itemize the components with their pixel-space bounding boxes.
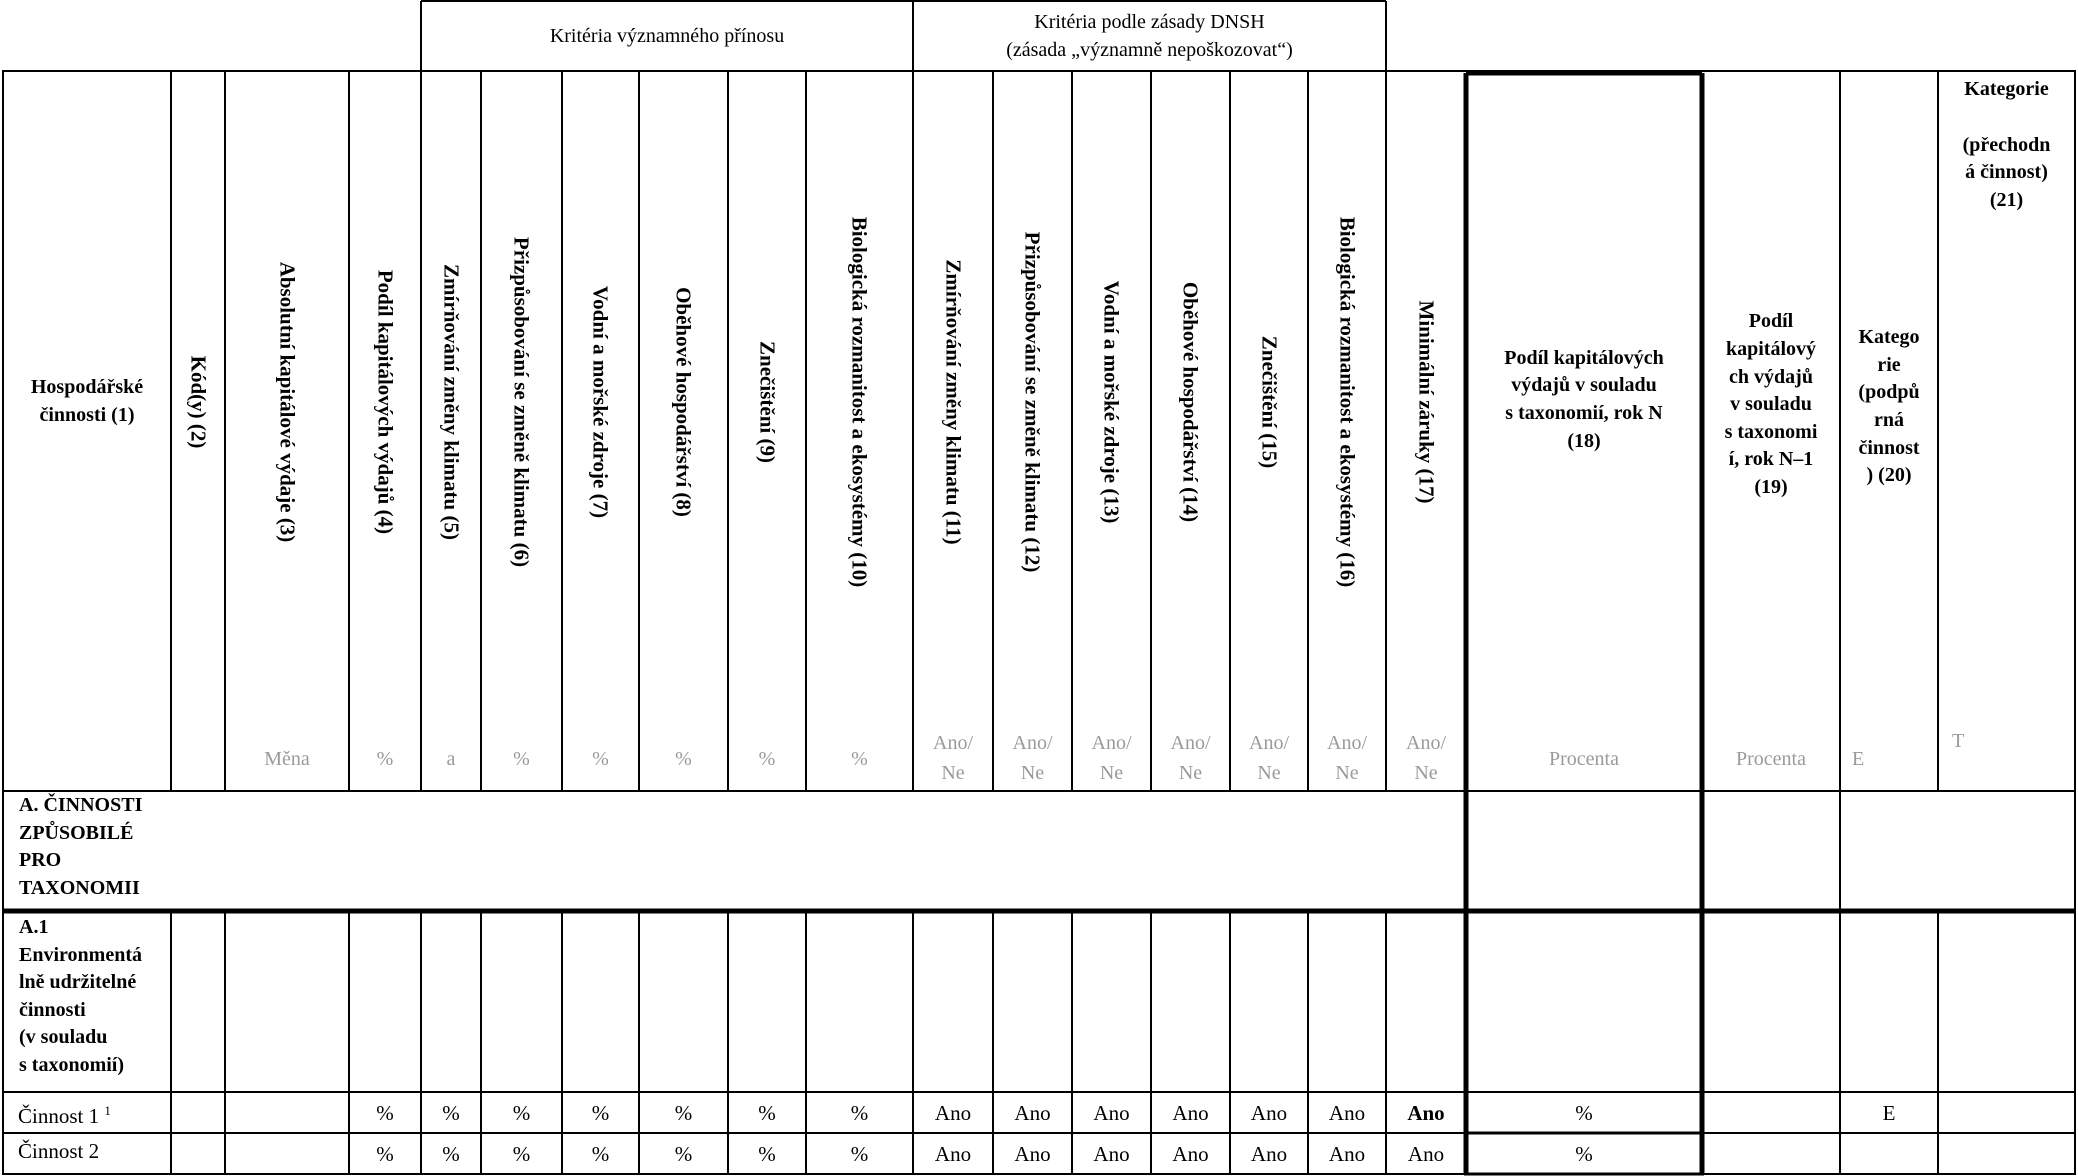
header-dnsh-pollution: Znečištění (15): [1257, 335, 1282, 469]
activity-2-sc-biodiversity: %: [850, 1141, 869, 1166]
header-line: činnost: [1858, 436, 1920, 459]
unit-yes-no: [1072, 728, 1151, 788]
unit-percent: %: [592, 748, 609, 771]
header-sc-climate-mitigation: Zmírňování změny klimatu (5): [439, 264, 464, 540]
header-line: rie: [1877, 353, 1901, 376]
unit-currency: Měna: [264, 748, 310, 771]
header-line: Kategorie: [1964, 78, 2049, 100]
activity-1-sc-mitigation: %: [442, 1100, 460, 1125]
header-sc-biodiversity: Biologická rozmanitost a ekosystémy (10): [847, 216, 872, 588]
unit-line: Ano/: [1012, 732, 1053, 754]
section-line: (v souladu: [19, 1026, 108, 1049]
unit-t: T: [1952, 730, 1965, 752]
header-line: kapitálový: [1725, 338, 1817, 361]
activity-1-enabling: E: [1882, 1100, 1896, 1125]
header-dnsh-biodiversity: Biologická rozmanitost a ekosystémy (16): [1335, 216, 1360, 588]
activity-1-min-safeguards: Ano: [1407, 1100, 1445, 1125]
activity-1-sc-circular: %: [674, 1100, 693, 1125]
unit-percent: %: [675, 748, 692, 771]
unit-percent: %: [513, 748, 530, 771]
unit-yes-no: [993, 728, 1072, 788]
activity-2-dnsh-adaptation: Ano: [1014, 1141, 1051, 1166]
activity-1-dnsh-water: Ano: [1093, 1100, 1130, 1125]
unit-line: Ne: [1178, 762, 1203, 784]
unit-line: Ano/: [1170, 732, 1211, 754]
header-line: s taxonomií, rok N: [1505, 402, 1663, 424]
activity-1-sc-water: %: [591, 1100, 610, 1125]
header-line: Katego: [1858, 326, 1920, 349]
unit-line: Ano/: [1249, 732, 1289, 754]
unit-yes-no: [1151, 728, 1230, 788]
activity-2-share: %: [376, 1141, 394, 1166]
header-line: (21): [1989, 188, 2024, 211]
footnote-marker: 1: [104, 1103, 111, 1118]
section-line: činnosti: [19, 998, 86, 1021]
header-line: (19): [1754, 475, 1788, 498]
unit-line: Ne: [1335, 762, 1359, 784]
activity-2-sc-pollution: %: [758, 1141, 776, 1166]
header-minimum-safeguards: Minimální záruky (17): [1414, 300, 1439, 504]
section-line: lně udržitelné: [19, 971, 137, 994]
header-aligned-share-year-n: [1468, 330, 1700, 470]
unit-line: Ano/: [1327, 732, 1367, 754]
activity-1-share: %: [376, 1100, 394, 1125]
header-line: Podíl kapitálových: [1504, 346, 1664, 369]
header-line: v souladu: [1730, 393, 1812, 416]
section-line: Environmentá: [19, 943, 142, 966]
activity-2-dnsh-mitigation: Ano: [934, 1141, 972, 1166]
header-line: (podpů: [1858, 381, 1920, 404]
activity-1-aligned-n: %: [1575, 1100, 1593, 1125]
header-dnsh-climate-mitigation: Zmírňování změny klimatu (11): [941, 259, 966, 545]
section-line: TAXONOMII: [19, 876, 140, 899]
unit-yes-no: [1230, 728, 1308, 788]
unit-line: Ne: [1414, 762, 1438, 784]
header-absolute-capex: Absolutní kapitálové výdaje (3): [275, 261, 300, 543]
activity-1-dnsh-adaptation: Ano: [1014, 1100, 1051, 1125]
unit-percent: %: [376, 748, 394, 771]
activity-2-dnsh-circular: Ano: [1172, 1141, 1209, 1166]
header-activities: Hospodářské činnosti (1): [30, 376, 144, 426]
activity-2-name: Činnost 2: [18, 1139, 100, 1163]
dnsh-group-subtitle: (zásada „významně nepoškozovat“): [1006, 38, 1293, 61]
unit-percent: %: [758, 748, 776, 771]
unit-line: Ne: [1257, 762, 1281, 784]
header-sc-circular: Oběhové hospodářství (8): [671, 287, 696, 517]
header-transitional-category: [1938, 76, 2075, 214]
activity-2-sc-water: %: [591, 1141, 610, 1166]
unit-procenta: Procenta: [1549, 748, 1619, 771]
unit-yes-no: [913, 728, 993, 788]
header-share-capex: Podíl kapitálových výdajů (4): [373, 269, 398, 535]
activity-2-dnsh-pollution: Ano: [1250, 1141, 1288, 1166]
header-line: (18): [1567, 429, 1601, 452]
header-line: á činnost): [1965, 161, 2048, 184]
header-dnsh-climate-adaptation: Přizpůsobování se změně klimatu (12): [1020, 231, 1045, 573]
header-line: ch výdajů: [1729, 365, 1813, 388]
activity-2-sc-mitigation: %: [442, 1141, 460, 1166]
header-line: výdajů v souladu: [1511, 374, 1657, 397]
header-line: rná: [1874, 409, 1904, 431]
activity-2-dnsh-biodiversity: Ano: [1328, 1141, 1366, 1166]
activity-1-name: [18, 1094, 111, 1132]
header-codes: Kód(y) (2): [186, 355, 211, 449]
activity-2-aligned-n: %: [1575, 1141, 1593, 1166]
unit-line: Ne: [1020, 762, 1045, 784]
activity-1-dnsh-biodiversity: Ano: [1328, 1100, 1366, 1125]
section-line: s taxonomií): [19, 1053, 124, 1076]
section-line: ZPŮSOBILÉ: [19, 821, 134, 844]
header-line: Podíl: [1748, 310, 1794, 333]
header-line: ) (20): [1866, 464, 1912, 487]
header-sc-water: Vodní a mořské zdroje (7): [588, 285, 613, 519]
unit-percent: %: [851, 748, 868, 771]
activity-1-dnsh-circular: Ano: [1172, 1100, 1209, 1125]
substantial-contribution-group-header: Kritéria významného přínosu: [549, 24, 785, 47]
unit-e: E: [1852, 748, 1865, 770]
activity-2-dnsh-water: Ano: [1093, 1141, 1130, 1166]
unit-line: Ano/: [1406, 732, 1446, 754]
header-sc-climate-adaptation: Přizpůsobování se změně klimatu (6): [509, 236, 534, 568]
activity-2-sc-circular: %: [674, 1141, 693, 1166]
unit-procenta: Procenta: [1736, 748, 1806, 771]
dnsh-group-header: [913, 2, 1386, 71]
unit-line: Ano/: [933, 732, 973, 754]
header-enabling-category: [1840, 312, 1938, 502]
activity-2-sc-adaptation: %: [512, 1141, 531, 1166]
header-sc-pollution: Znečištění (9): [755, 341, 780, 463]
section-a1-aligned: [3, 914, 171, 1080]
unit-line: Ne: [941, 762, 965, 784]
header-aligned-share-year-n-1: [1702, 295, 1840, 515]
unit-yes-no: [1386, 728, 1466, 788]
activity-2-min-safeguards: Ano: [1407, 1141, 1445, 1166]
activity-name: Činnost 1: [18, 1104, 100, 1128]
activity-1-dnsh-mitigation: Ano: [934, 1100, 972, 1125]
section-line: A.1: [19, 916, 49, 938]
header-dnsh-water: Vodní a mořské zdroje (13): [1099, 280, 1124, 524]
unit-a: a: [446, 748, 456, 771]
dnsh-group-title: Kritéria podle zásady DNSH: [1034, 10, 1265, 33]
unit-line: Ano/: [1091, 732, 1132, 754]
header-dnsh-circular: Oběhové hospodářství (14): [1178, 281, 1203, 523]
unit-yes-no: [1308, 728, 1386, 788]
unit-line: Ne: [1099, 762, 1124, 784]
header-line: í, rok N–1: [1728, 448, 1814, 471]
header-line: s taxonomi: [1724, 420, 1818, 443]
section-line: A. ČINNOSTI: [19, 794, 143, 816]
section-a-eligible: [3, 792, 203, 902]
activity-1-sc-biodiversity: %: [850, 1100, 869, 1125]
activity-1-dnsh-pollution: Ano: [1250, 1100, 1288, 1125]
header-line: (přechodn: [1962, 133, 2051, 156]
activity-1-sc-adaptation: %: [512, 1100, 531, 1125]
activity-1-sc-pollution: %: [758, 1100, 776, 1125]
section-line: PRO: [19, 849, 62, 872]
